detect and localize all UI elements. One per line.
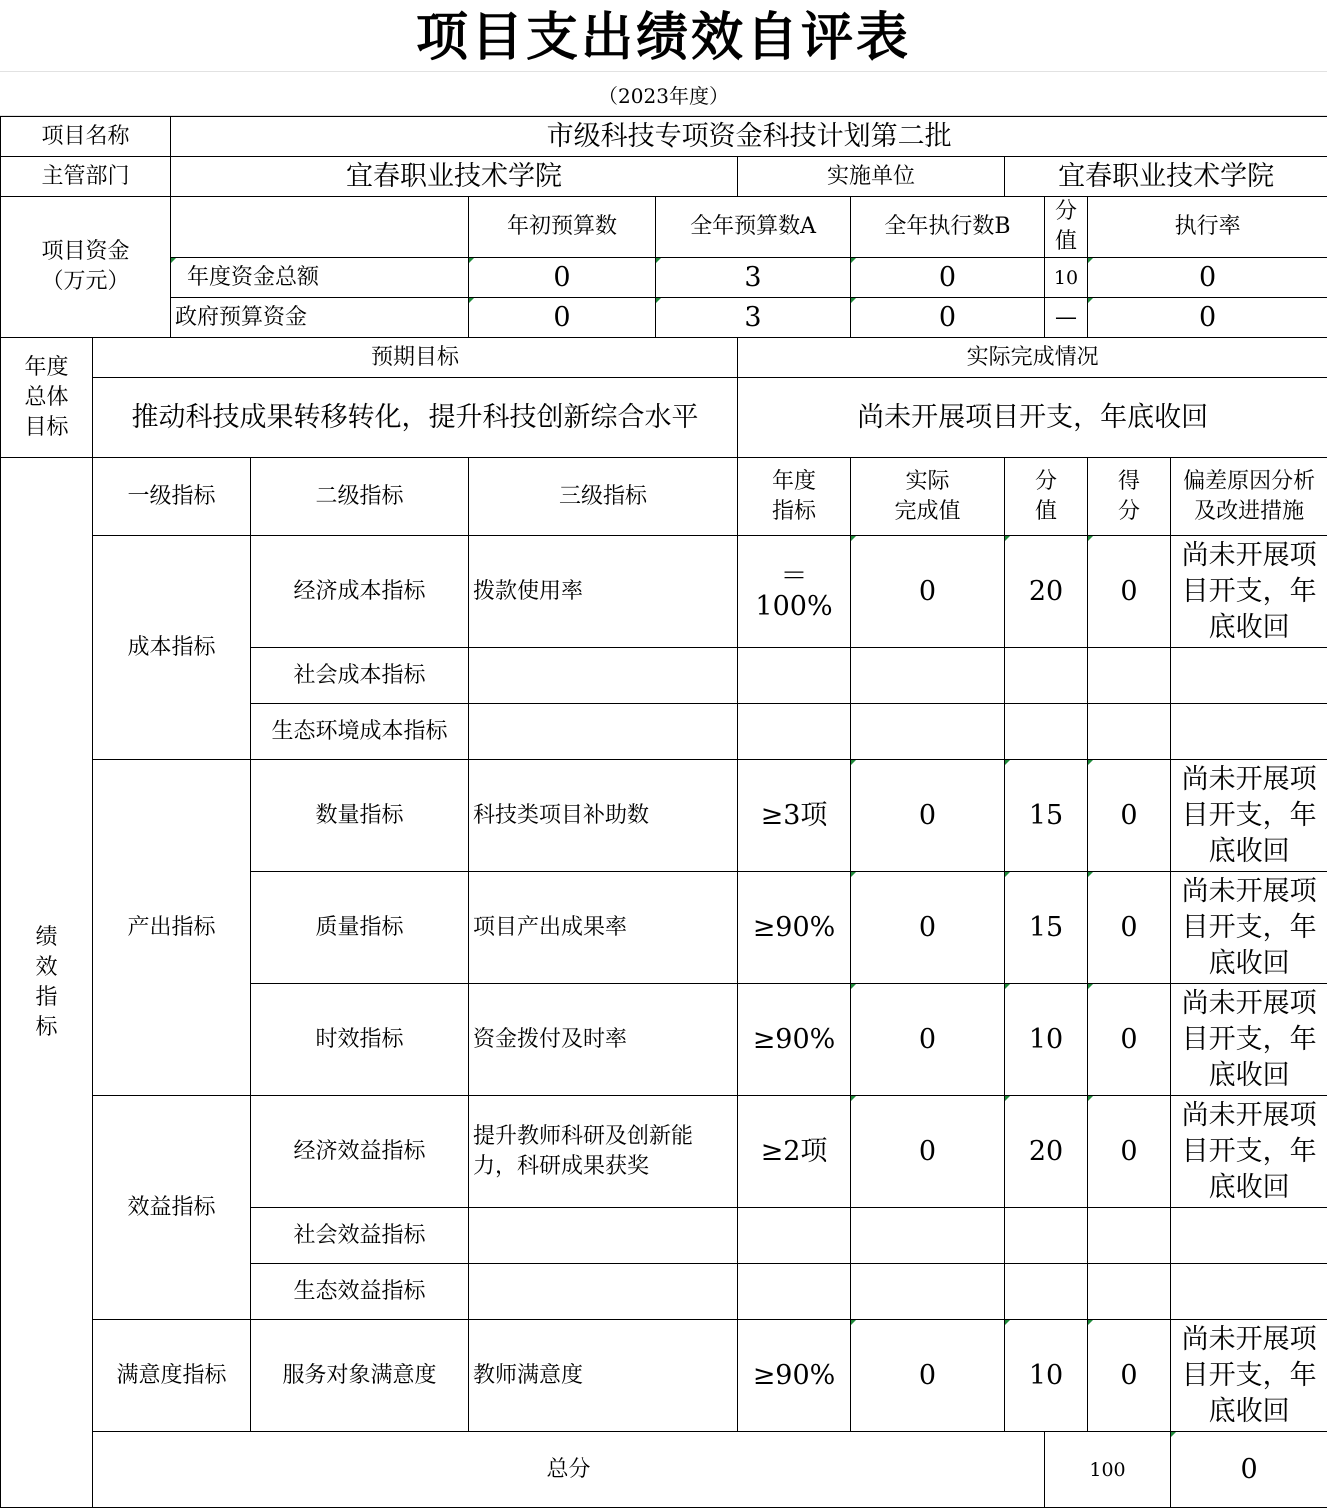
unit-label: 实施单位 <box>738 157 1005 197</box>
funds-label: 项目资金 （万元） <box>1 197 171 338</box>
annual-cell: ≥90% <box>738 872 851 984</box>
fiscal-year: （2023年度） <box>0 72 1327 116</box>
table-row <box>1 536 1327 648</box>
header-level1: 一级指标 <box>93 458 251 536</box>
actual-cell: 0 <box>851 536 1005 648</box>
funds-header-initial: 年初预算数 <box>469 197 656 258</box>
dept-label: 主管部门 <box>1 157 171 197</box>
header-score-value: 分 值 <box>1005 458 1088 536</box>
reason-cell: 尚未开展项目开支，年底收回 <box>1171 760 1327 872</box>
score-cell: 0 <box>1088 1320 1171 1432</box>
header-score: 得 分 <box>1088 458 1171 536</box>
page-title: 项目支出绩效自评表 <box>0 0 1327 72</box>
funds-row-rate: 0 <box>1088 298 1327 338</box>
level3-cell <box>469 1208 738 1264</box>
score-cell <box>1088 1208 1171 1264</box>
score-cell: 0 <box>1088 760 1171 872</box>
header-reason: 偏差原因分析 及改进措施 <box>1171 458 1327 536</box>
score-value-cell <box>1005 648 1088 704</box>
funds-header-blank <box>171 197 469 258</box>
funds-row-name: 年度资金总额 <box>171 258 469 298</box>
level3-cell <box>469 1264 738 1320</box>
score-value-cell: 20 <box>1005 1096 1088 1208</box>
level2-cell: 经济效益指标 <box>251 1096 469 1208</box>
score-value-cell <box>1005 1264 1088 1320</box>
level1-cell: 成本指标 <box>93 536 251 760</box>
level3-cell: 提升教师科研及创新能力，科研成果获奖 <box>469 1096 738 1208</box>
total-label: 总分 <box>93 1432 1045 1508</box>
level2-cell: 社会效益指标 <box>251 1208 469 1264</box>
annual-cell: ≥2项 <box>738 1096 851 1208</box>
funds-row-budget: 3 <box>656 298 851 338</box>
level2-cell: 时效指标 <box>251 984 469 1096</box>
funds-row-rate: 0 <box>1088 258 1327 298</box>
actual-cell: 0 <box>851 872 1005 984</box>
funds-row-score-value: — <box>1045 298 1088 338</box>
table-row <box>1 1096 1327 1208</box>
funds-row-executed: 0 <box>851 298 1045 338</box>
actual-cell <box>851 1264 1005 1320</box>
evaluation-table <box>0 116 1327 1508</box>
actual-cell <box>851 704 1005 760</box>
reason-cell: 尚未开展项目开支，年底收回 <box>1171 536 1327 648</box>
goals-expected-header: 预期目标 <box>93 338 738 378</box>
score-cell <box>1088 1264 1171 1320</box>
total-score: 0 <box>1171 1432 1327 1508</box>
score-cell <box>1088 704 1171 760</box>
level3-cell: 教师满意度 <box>469 1320 738 1432</box>
level3-cell <box>469 648 738 704</box>
annual-cell: ≥3项 <box>738 760 851 872</box>
score-cell: 0 <box>1088 872 1171 984</box>
funds-row-executed: 0 <box>851 258 1045 298</box>
funds-header-score-value: 分值 <box>1045 197 1088 258</box>
level3-cell: 资金拨付及时率 <box>469 984 738 1096</box>
score-value-cell: 10 <box>1005 984 1088 1096</box>
actual-cell <box>851 648 1005 704</box>
goals-actual-header: 实际完成情况 <box>738 338 1327 378</box>
project-name-label: 项目名称 <box>1 117 171 157</box>
level2-cell: 社会成本指标 <box>251 648 469 704</box>
funds-header-rate: 执行率 <box>1088 197 1327 258</box>
header-actual: 实际 完成值 <box>851 458 1005 536</box>
funds-header-executed: 全年执行数B <box>851 197 1045 258</box>
indicators-side-label: 绩 效 指 标 <box>1 458 93 1508</box>
level2-cell: 数量指标 <box>251 760 469 872</box>
total-score-value: 100 <box>1045 1432 1171 1508</box>
score-value-cell: 15 <box>1005 872 1088 984</box>
annual-cell: ＝100% <box>738 536 851 648</box>
score-cell: 0 <box>1088 1096 1171 1208</box>
level2-cell: 生态环境成本指标 <box>251 704 469 760</box>
actual-cell: 0 <box>851 984 1005 1096</box>
annual-cell: ≥90% <box>738 1320 851 1432</box>
score-cell: 0 <box>1088 984 1171 1096</box>
project-name: 市级科技专项资金科技计划第二批 <box>171 117 1327 157</box>
funds-row-initial: 0 <box>469 298 656 338</box>
reason-cell <box>1171 648 1327 704</box>
level1-cell: 效益指标 <box>93 1096 251 1320</box>
level2-cell: 服务对象满意度 <box>251 1320 469 1432</box>
level1-cell: 产出指标 <box>93 760 251 1096</box>
reason-cell: 尚未开展项目开支，年底收回 <box>1171 1320 1327 1432</box>
reason-cell <box>1171 704 1327 760</box>
level3-cell: 拨款使用率 <box>469 536 738 648</box>
level2-cell: 质量指标 <box>251 872 469 984</box>
total-row <box>1 1432 1327 1508</box>
score-value-cell: 20 <box>1005 536 1088 648</box>
annual-cell: ≥90% <box>738 984 851 1096</box>
goals-actual: 尚未开展项目开支，年底收回 <box>738 378 1327 458</box>
goals-label: 年度 总体 目标 <box>1 338 93 458</box>
funds-row-name: 政府预算资金 <box>171 298 469 338</box>
level3-cell: 科技类项目补助数 <box>469 760 738 872</box>
funds-row-score-value: 10 <box>1045 258 1088 298</box>
unit-value: 宜春职业技术学院 <box>1005 157 1327 197</box>
header-annual: 年度 指标 <box>738 458 851 536</box>
level3-cell <box>469 704 738 760</box>
funds-row-initial: 0 <box>469 258 656 298</box>
annual-cell <box>738 648 851 704</box>
reason-cell: 尚未开展项目开支，年底收回 <box>1171 1096 1327 1208</box>
reason-cell: 尚未开展项目开支，年底收回 <box>1171 872 1327 984</box>
funds-row-budget: 3 <box>656 258 851 298</box>
reason-cell: 尚未开展项目开支，年底收回 <box>1171 984 1327 1096</box>
actual-cell: 0 <box>851 760 1005 872</box>
annual-cell <box>738 1264 851 1320</box>
table-row <box>1 1320 1327 1432</box>
reason-cell <box>1171 1208 1327 1264</box>
actual-cell: 0 <box>851 1320 1005 1432</box>
score-cell <box>1088 648 1171 704</box>
score-value-cell: 15 <box>1005 760 1088 872</box>
header-level2: 二级指标 <box>251 458 469 536</box>
dept-value: 宜春职业技术学院 <box>171 157 738 197</box>
actual-cell <box>851 1208 1005 1264</box>
reason-cell <box>1171 1264 1327 1320</box>
level3-cell: 项目产出成果率 <box>469 872 738 984</box>
annual-cell <box>738 704 851 760</box>
score-value-cell: 10 <box>1005 1320 1088 1432</box>
table-row <box>1 760 1327 872</box>
header-level3: 三级指标 <box>469 458 738 536</box>
funds-header-budget: 全年预算数A <box>656 197 851 258</box>
actual-cell: 0 <box>851 1096 1005 1208</box>
level1-cell: 满意度指标 <box>93 1320 251 1432</box>
score-value-cell <box>1005 704 1088 760</box>
level2-cell: 生态效益指标 <box>251 1264 469 1320</box>
score-cell: 0 <box>1088 536 1171 648</box>
level2-cell: 经济成本指标 <box>251 536 469 648</box>
score-value-cell <box>1005 1208 1088 1264</box>
goals-expected: 推动科技成果转移转化，提升科技创新综合水平 <box>93 378 738 458</box>
annual-cell <box>738 1208 851 1264</box>
